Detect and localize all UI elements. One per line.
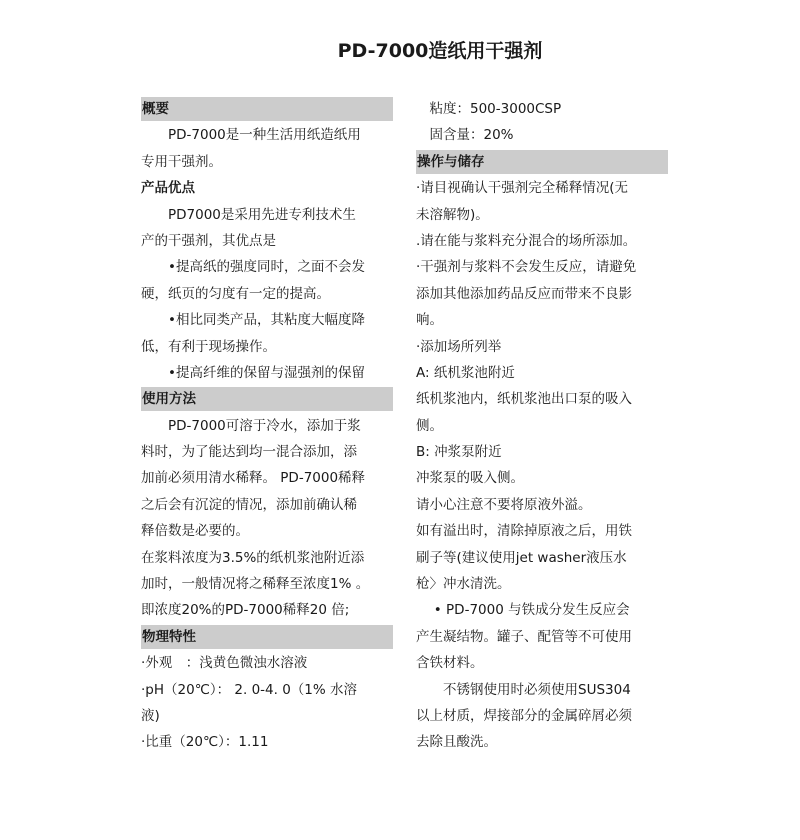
text-line: 硬，纸页的匀度有一定的提高。 bbox=[141, 285, 330, 302]
text-line: 加前必须用清水稀释。 PD-7000稀释 bbox=[141, 470, 366, 487]
text-line: 含铁材料。 bbox=[416, 655, 484, 672]
text-line: ·外观 ：浅黄色微浊水溶液 bbox=[141, 655, 308, 672]
text-line: 产的干强剂，其优点是 bbox=[141, 232, 276, 249]
text-line: 纸机浆池内，纸机浆池出口泵的吸入 bbox=[416, 391, 632, 408]
text-line: PD-7000是一种生活用纸造纸用 bbox=[141, 127, 361, 144]
right-column bbox=[416, 96, 668, 756]
text-line: 请小心注意不要将原液外溢。 bbox=[416, 496, 592, 513]
text-line: 料时，为了能达到均一混合添加，添 bbox=[141, 444, 357, 461]
text-line: 粘度：500-3000CSP bbox=[416, 101, 562, 117]
section-header: 概要 bbox=[141, 97, 393, 121]
text-line: 液) bbox=[141, 707, 160, 724]
subsection-title: 产品优点 bbox=[141, 180, 195, 197]
text-line: 未溶解物)。 bbox=[416, 206, 489, 223]
text-line: ·请目视确认干强剂完全稀释情况(无 bbox=[416, 180, 629, 197]
text-line: 刷子等(建议使用jet washer液压水 bbox=[416, 549, 627, 566]
text-line: 释倍数是必要的。 bbox=[141, 523, 249, 540]
text-line: 冲浆泵的吸入侧。 bbox=[416, 470, 524, 487]
text-line: PD7000是采用先进专利技术生 bbox=[141, 206, 356, 223]
text-line: 如有溢出时，清除掉原液之后，用铁 bbox=[416, 523, 632, 540]
text-line: •提高纸的强度同时，之面不会发 bbox=[141, 259, 365, 276]
left-column bbox=[141, 96, 393, 756]
text-line: •提高纤维的保留与湿强剂的保留 bbox=[141, 364, 365, 381]
text-line: 添加其他添加药品反应而带来不良影 bbox=[416, 285, 632, 302]
text-line: 固含量：20% bbox=[416, 127, 514, 144]
text-line: 响。 bbox=[416, 312, 443, 329]
text-line: 侧。 bbox=[416, 417, 443, 434]
text-line: 低，有利于现场操作。 bbox=[141, 338, 276, 355]
text-line: 即浓度20%的PD-7000稀释20 倍; bbox=[141, 602, 350, 619]
text-line: 去除且酸洗。 bbox=[416, 734, 497, 751]
section-header: 使用方法 bbox=[141, 387, 393, 411]
text-line: PD-7000可溶于冷水，添加于浆 bbox=[141, 417, 361, 434]
section-header: 操作与储存 bbox=[416, 150, 668, 174]
text-line: 产生凝结物。罐子、配管等不可使用 bbox=[416, 628, 632, 645]
page-title: PD-7000造纸用干强剂 bbox=[337, 40, 543, 62]
text-line: .请在能与浆料充分混合的场所添加。 bbox=[416, 232, 637, 249]
text-line: •相比同类产品，其粘度大幅度降 bbox=[141, 312, 365, 329]
text-line: 之后会有沉淀的情况，添加前确认稀 bbox=[141, 496, 357, 513]
text-line: 以上材质，焊接部分的金属碎屑必须 bbox=[416, 707, 632, 724]
text-line: ·pH（20℃）： 2. 0-4. 0（1% 水溶 bbox=[141, 681, 357, 698]
text-line: ·添加场所列举 bbox=[416, 338, 502, 355]
text-line: B: 冲浆泵附近 bbox=[416, 444, 502, 461]
text-line: 专用干强剂。 bbox=[141, 153, 222, 170]
text-line: 加时，一般情况将之稀释至浓度1% 。 bbox=[141, 576, 370, 593]
text-line: A: 纸机浆池附近 bbox=[416, 364, 515, 381]
text-line: 枪〉冲水清洗。 bbox=[416, 576, 511, 593]
text-line: • PD-7000 与铁成分发生反应会 bbox=[416, 602, 630, 619]
text-line: ·干强剂与浆料不会发生反应，请避免 bbox=[416, 259, 637, 276]
text-line: 不锈钢使用时必须使用SUS304 bbox=[416, 681, 631, 698]
section-header: 物理特性 bbox=[141, 625, 393, 649]
text-line: 在浆料浓度为3.5%的纸机浆池附近添 bbox=[141, 549, 365, 566]
text-line: ·比重（20℃）：1.11 bbox=[141, 734, 269, 751]
